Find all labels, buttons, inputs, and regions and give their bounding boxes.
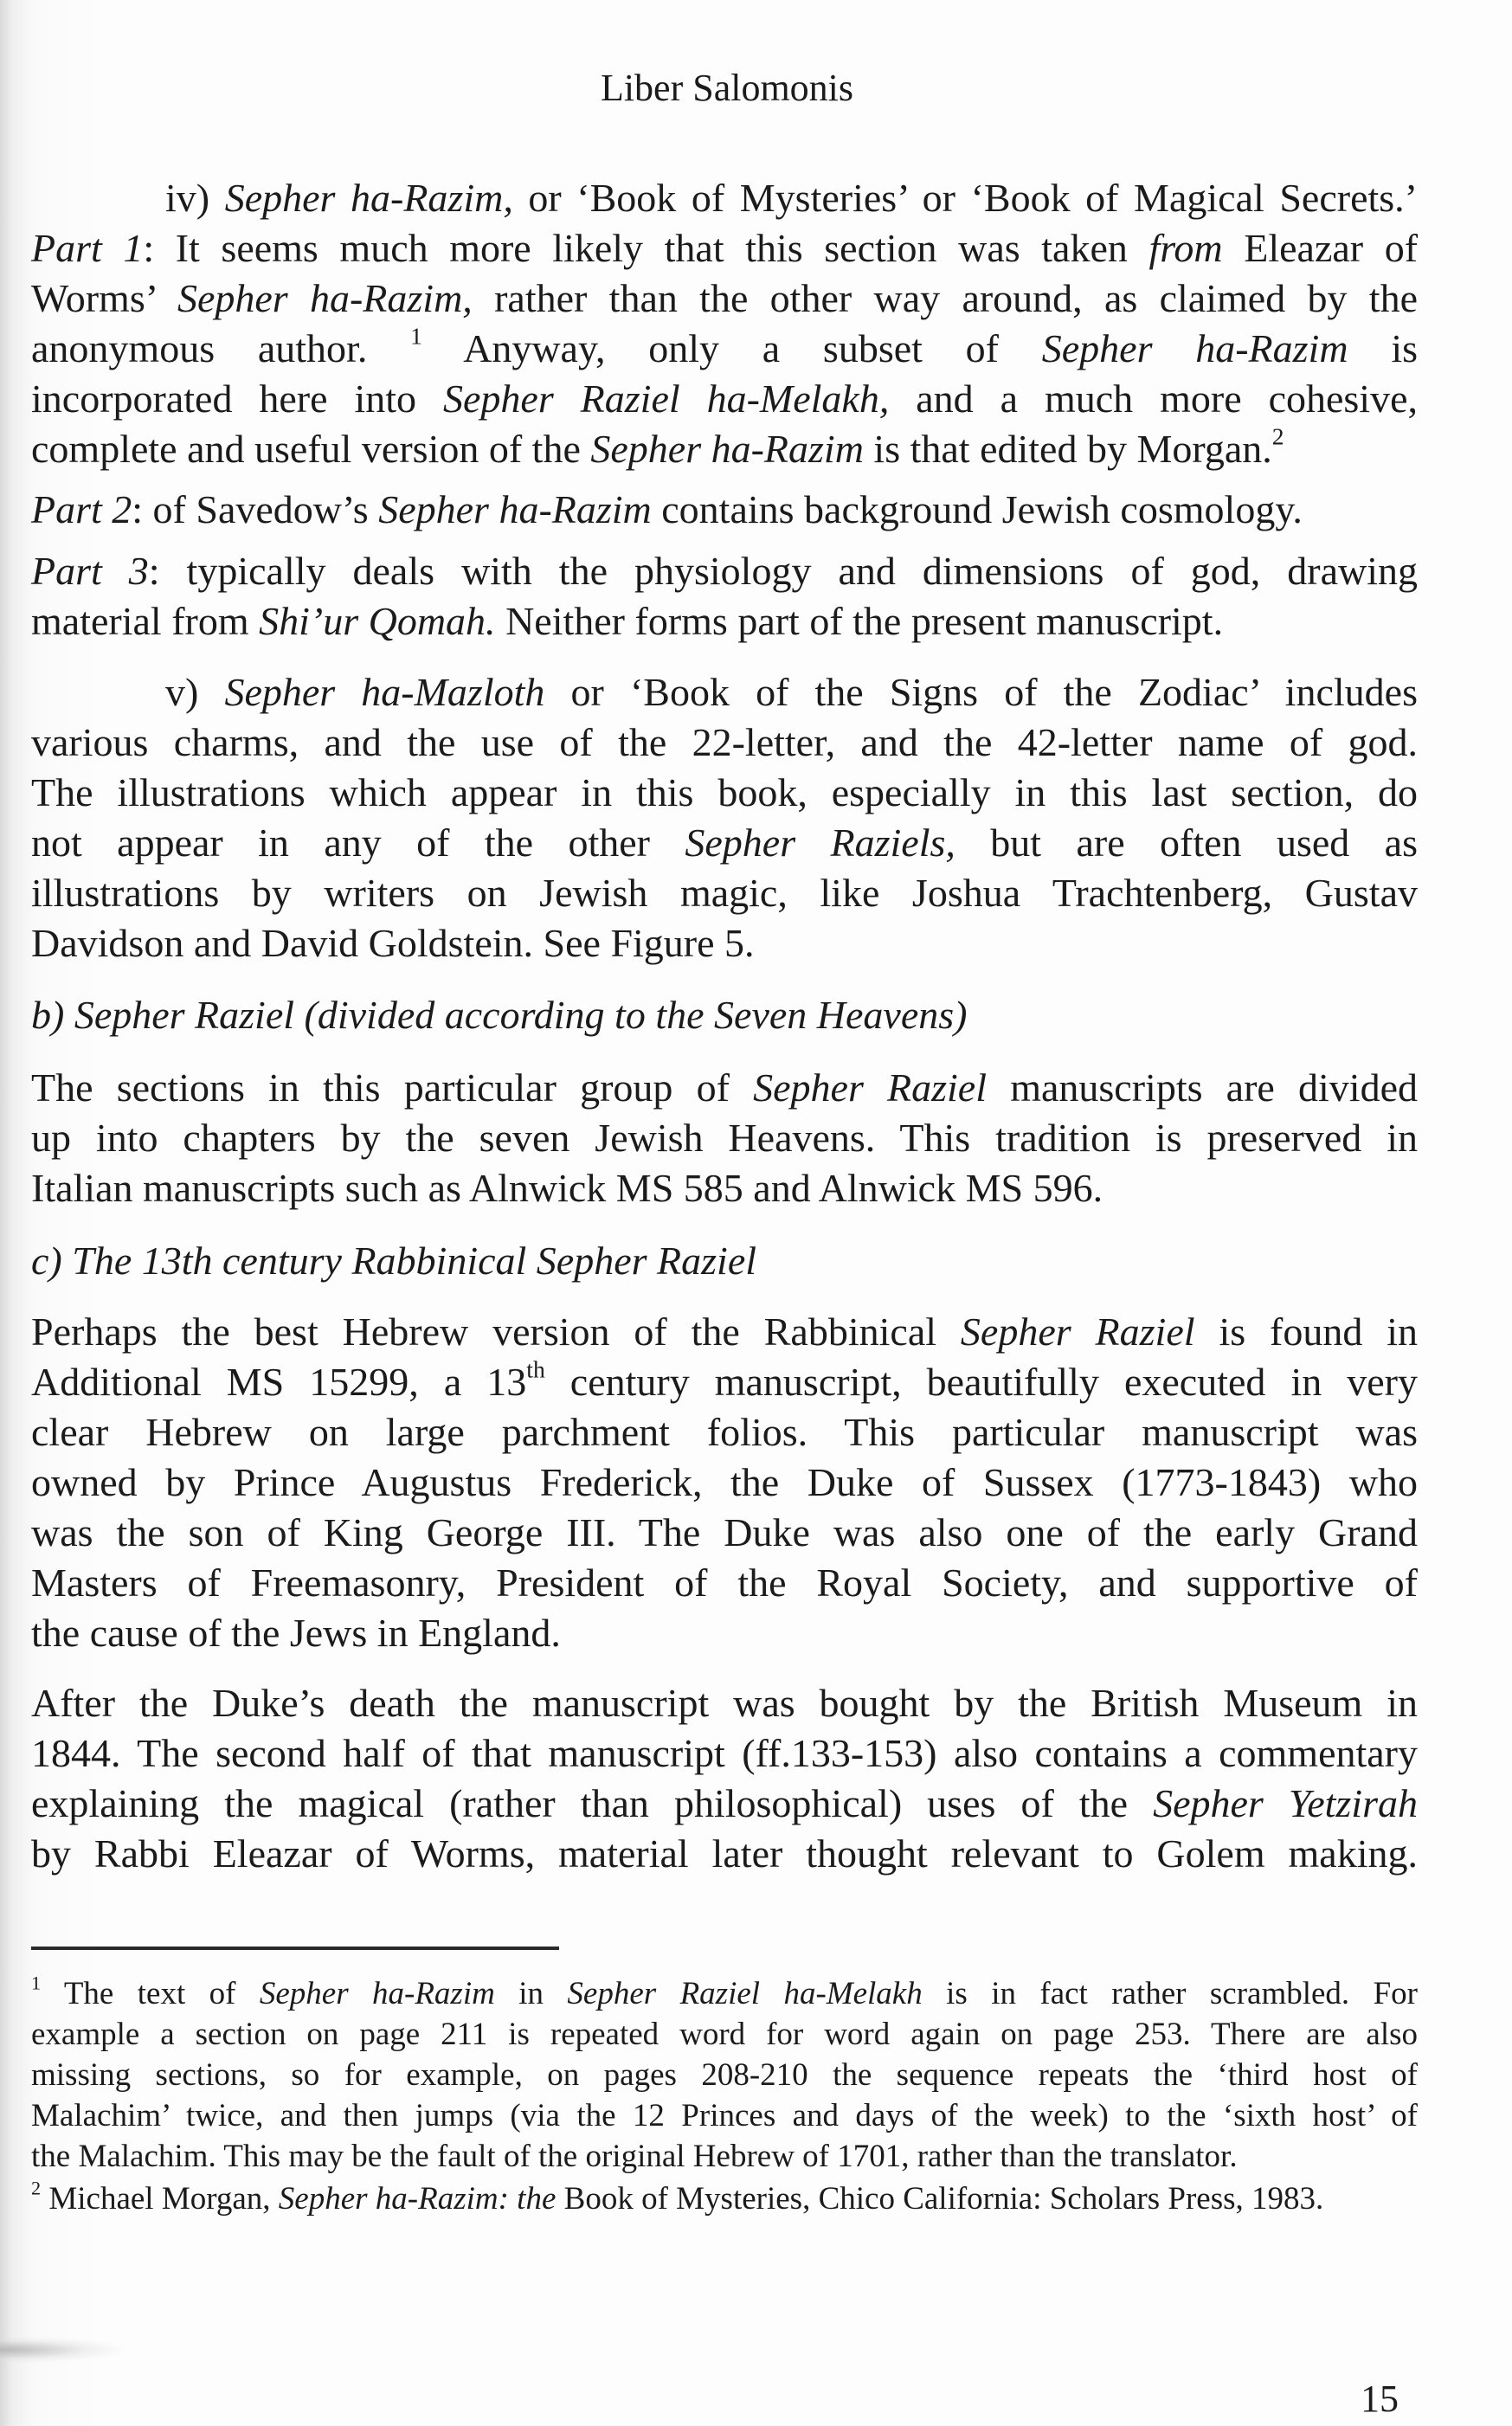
- paragraph-rabbinical-sepher-raziel: [31, 1307, 1418, 1658]
- text-run: or ‘Book of the Signs of the Zodiac’ includes: [544, 670, 1418, 714]
- footnote-marker: 1: [410, 322, 422, 350]
- italic-text: Part 1: [31, 226, 144, 270]
- text-line: [31, 1829, 1418, 1879]
- text-run: in: [494, 1976, 568, 2011]
- paragraph-part-2: [31, 485, 1418, 535]
- text-run: various charms, and the use of the 22-letter, and the 42-letter name of god.: [31, 720, 1418, 764]
- text-run: by Rabbi Eleazar of Worms, material later thought relevant to Golem making.: [31, 1831, 1418, 1876]
- footnote-marker: 2: [1271, 422, 1284, 450]
- text-line: [31, 718, 1418, 768]
- italic-text: Sepher ha-Razim: [1041, 326, 1348, 370]
- text-run: : typically deals with the physiology and dimensions of god, drawing: [148, 549, 1418, 593]
- text-run: the Malachim. This may be the fault of the original Hebrew of 1701, rather than the translator.: [31, 2139, 1238, 2174]
- italic-text: b) Sepher Raziel (divided according to the Seven Heavens): [31, 993, 968, 1037]
- text-line: [31, 667, 1418, 718]
- text-run: After the Duke’s death the manuscript was bought by the British Museum in: [31, 1681, 1418, 1725]
- text-run: Eleazar of: [1222, 226, 1419, 270]
- text-run: Additional MS 15299, a 13: [31, 1360, 527, 1404]
- italic-text: Sepher Raziel: [960, 1310, 1195, 1354]
- text-line: [31, 1407, 1418, 1458]
- text-line: [31, 1458, 1418, 1508]
- text-run: was the son of King George III. The Duke was also one of the early Grand: [31, 1510, 1418, 1554]
- italic-text: Sepher ha-Razim: [590, 427, 864, 471]
- italic-text: c) The 13th century Rabbinical Sepher Raziel: [31, 1239, 757, 1283]
- text-run: example a section on page 211 is repeated word for word again on page 253. There are also: [31, 2017, 1418, 2052]
- text-line: [31, 818, 1418, 868]
- text-line: [31, 990, 1418, 1040]
- text-run: Malachim’ twice, and then jumps (via the 12 Princes and days of the week) to the ‘sixth host’ of: [31, 2098, 1418, 2133]
- footnote-marker: th: [526, 1355, 545, 1383]
- italic-text: Sepher ha-Razim: the: [278, 2181, 557, 2217]
- text-run: Worms’: [31, 276, 177, 320]
- text-line: [31, 1779, 1418, 1829]
- text-line: [31, 596, 1418, 647]
- text-run: is found in: [1194, 1310, 1419, 1354]
- running-header: Liber Salomonis: [600, 67, 854, 109]
- italic-text: Sepher Raziels,: [685, 820, 955, 865]
- text-run: Masters of Freemasonry, President of the Royal Society, and supportive of: [31, 1560, 1418, 1605]
- text-line: [31, 424, 1418, 474]
- text-run: is that edited by Morgan.: [863, 427, 1272, 471]
- footnote-marker: 2: [31, 2177, 42, 2199]
- footnote-2: [31, 2178, 1418, 2219]
- text-line: [31, 485, 1418, 535]
- text-line: [31, 1973, 1418, 2014]
- italic-text: Sepher ha-Razim: [259, 1976, 495, 2011]
- page-number: 15: [1361, 2378, 1399, 2420]
- text-line: [31, 374, 1418, 424]
- italic-text: Part 3: [31, 549, 149, 593]
- text-run: v): [165, 670, 225, 714]
- text-run: owned by Prince Augustus Frederick, the Duke of Sussex (1773-1843) who: [31, 1460, 1418, 1504]
- paragraph-sepher-ha-mazloth: [31, 667, 1418, 968]
- text-run: Book of Mysteries, Chico California: Scholars Press, 1983.: [556, 2181, 1324, 2217]
- text-run: The text of: [41, 1976, 260, 2011]
- text-run: up into chapters by the seven Jewish Heavens. This tradition is preserved in: [31, 1116, 1418, 1160]
- text-run: Perhaps the best Hebrew version of the Rabbinical: [31, 1310, 961, 1354]
- text-line: [31, 173, 1418, 223]
- text-line: [31, 918, 1418, 968]
- text-line: [31, 1508, 1418, 1558]
- section-heading-c: [31, 1236, 1418, 1286]
- text-line: [31, 2178, 1418, 2219]
- text-run: anonymous author.: [31, 326, 411, 370]
- text-run: explaining the magical (rather than philosophical) uses of the: [31, 1781, 1154, 1825]
- text-run: Davidson and David Goldstein. See Figure 5.: [31, 921, 755, 965]
- text-run: : It seems much more likely that this section was taken: [143, 226, 1149, 270]
- text-line: [31, 2136, 1418, 2177]
- text-line: [31, 868, 1418, 918]
- text-run: is in fact rather scrambled. For: [922, 1976, 1418, 2011]
- text-run: iv): [165, 176, 225, 220]
- text-run: : of Savedow’s: [132, 487, 379, 531]
- italic-text: Sepher ha-Razim,: [177, 276, 473, 320]
- text-line: [31, 1728, 1418, 1779]
- text-run: century manuscript, beautifully executed in very: [544, 1360, 1418, 1404]
- italic-text: Sepher Raziel ha-Melakh,: [442, 376, 890, 421]
- text-line: [31, 1608, 1418, 1658]
- paragraph-sepher-ha-razim: [31, 173, 1418, 474]
- text-line: [31, 1307, 1418, 1357]
- text-run: or ‘Book of Mysteries’ or ‘Book of Magical Secrets.’: [512, 176, 1418, 220]
- text-line: [31, 2055, 1418, 2095]
- footnote-1: [31, 1973, 1418, 2177]
- text-line: [31, 1357, 1418, 1407]
- paragraph-british-museum: [31, 1678, 1418, 1879]
- paragraph-seven-heavens: [31, 1063, 1418, 1213]
- text-run: Michael Morgan,: [41, 2181, 279, 2217]
- text-run: illustrations by writers on Jewish magic, like Joshua Trachtenberg, Gustav: [31, 871, 1418, 915]
- italic-text: Sepher ha-Mazloth: [224, 670, 545, 714]
- italic-text: Sepher ha-Razim: [378, 487, 652, 531]
- footnote-divider: [31, 1947, 559, 1950]
- text-run: contains background Jewish cosmology.: [651, 487, 1303, 531]
- text-run: incorporated here into: [31, 376, 443, 421]
- text-run: is: [1348, 326, 1418, 370]
- italic-text: from: [1148, 226, 1223, 270]
- text-run: Anyway, only a subset of: [421, 326, 1042, 370]
- italic-text: Part 2: [31, 487, 132, 531]
- text-line: [31, 324, 1418, 374]
- text-run: not appear in any of the other: [31, 820, 685, 865]
- text-run: missing sections, so for example, on pages 208-210 the sequence repeats the ‘third host of: [31, 2057, 1418, 2093]
- text-run: rather than the other way around, as claimed by the: [472, 276, 1418, 320]
- text-run: Neither forms part of the present manuscript.: [495, 599, 1224, 643]
- text-run: material from: [31, 599, 260, 643]
- text-line: [31, 273, 1418, 324]
- text-run: clear Hebrew on large parchment folios. This particular manuscript was: [31, 1410, 1418, 1454]
- text-line: [31, 1678, 1418, 1728]
- italic-text: Sepher Raziel: [753, 1065, 988, 1110]
- italic-text: Sepher Raziel ha-Melakh: [567, 1976, 923, 2011]
- text-line: [31, 223, 1418, 273]
- text-line: [31, 768, 1418, 818]
- scan-smudge: [0, 2337, 121, 2363]
- text-line: [31, 1236, 1418, 1286]
- text-line: [31, 1163, 1418, 1213]
- text-run: Italian manuscripts such as Alnwick MS 585 and Alnwick MS 596.: [31, 1166, 1103, 1210]
- text-line: [31, 546, 1418, 596]
- text-run: but are often used as: [955, 820, 1418, 865]
- text-run: 1844. The second half of that manuscript (ff.133-153) also contains a commentary: [31, 1731, 1418, 1775]
- italic-text: Shi’ur Qomah.: [259, 599, 496, 643]
- text-run: manuscripts are divided: [987, 1065, 1418, 1110]
- paragraph-part-3: [31, 546, 1418, 647]
- section-heading-b: [31, 990, 1418, 1040]
- text-run: and a much more cohesive,: [889, 376, 1418, 421]
- footnote-marker: 1: [31, 1972, 42, 1994]
- italic-text: Sepher Yetzirah: [1153, 1781, 1418, 1825]
- text-run: complete and useful version of the: [31, 427, 591, 471]
- text-line: [31, 1063, 1418, 1113]
- text-line: [31, 2095, 1418, 2136]
- text-line: [31, 1113, 1418, 1163]
- text-run: the cause of the Jews in England.: [31, 1611, 561, 1655]
- text-line: [31, 1558, 1418, 1608]
- text-line: [31, 2014, 1418, 2055]
- italic-text: Sepher ha-Razim,: [224, 176, 513, 220]
- text-run: The illustrations which appear in this book, especially in this last section, do: [31, 770, 1418, 814]
- text-run: The sections in this particular group of: [31, 1065, 754, 1110]
